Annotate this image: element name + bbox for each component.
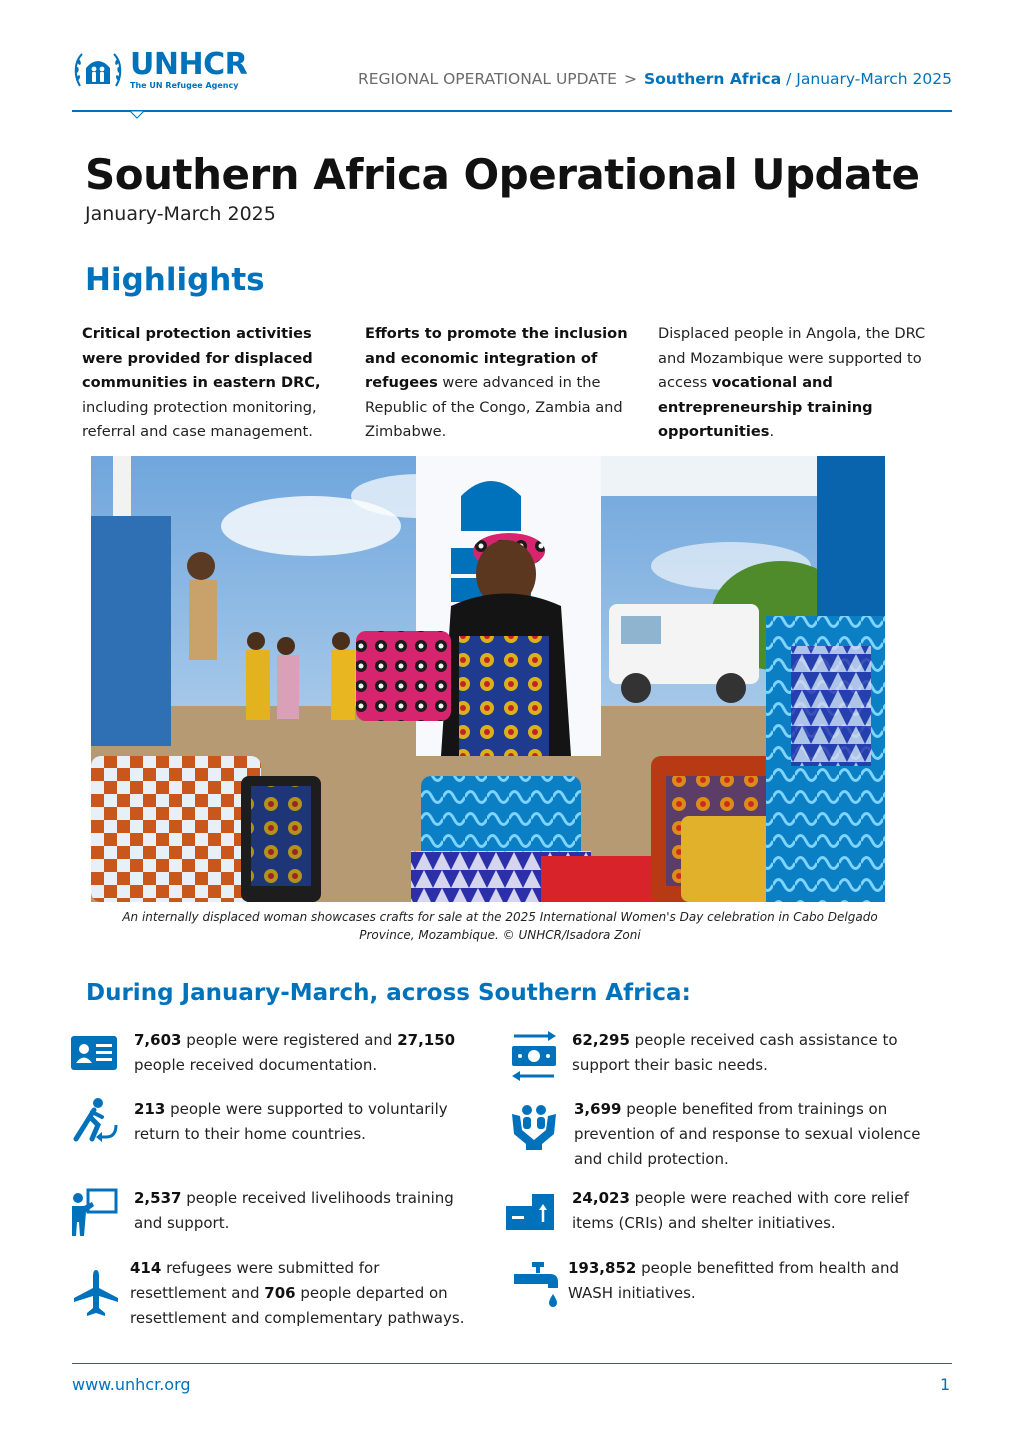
stat-registration-text: people were registered and xyxy=(181,1031,398,1049)
stat-cri xyxy=(572,1186,932,1236)
stat-livelihoods-text: people received livelihoods training and support. xyxy=(134,1189,454,1232)
stat-cash xyxy=(572,1028,932,1078)
stat-registration xyxy=(134,1028,479,1078)
page-title: Southern Africa Operational Update xyxy=(85,150,920,199)
highlight-training-pre: Displaced people in Angola, the DRC and Mozambique were supported to access xyxy=(658,325,926,391)
highlight-training xyxy=(658,322,943,445)
airplane-icon xyxy=(70,1268,122,1320)
id-card-icon xyxy=(68,1028,120,1080)
stat-documentation-text: people received documentation. xyxy=(134,1056,378,1074)
person-return-icon xyxy=(68,1095,120,1147)
stat-departed-number: 706 xyxy=(264,1284,296,1302)
header-divider xyxy=(72,110,952,112)
stat-wash xyxy=(568,1256,928,1306)
protection-hands-icon xyxy=(508,1100,560,1152)
stat-cash-number: 62,295 xyxy=(572,1031,630,1049)
highlight-training-bold: vocational and entrepreneurship training opportunities xyxy=(658,374,873,440)
stat-documentation-number: 27,150 xyxy=(397,1031,456,1049)
breadcrumb-period: / January-March 2025 xyxy=(781,70,952,88)
breadcrumb-prefix: REGIONAL OPERATIONAL UPDATE xyxy=(357,70,617,88)
highlight-inclusion xyxy=(365,322,647,445)
photo-illustration xyxy=(91,456,885,902)
stat-return-text: people were supported to voluntarily return to their home countries. xyxy=(134,1100,448,1143)
unhcr-emblem-icon xyxy=(72,48,124,92)
page-number: 1 xyxy=(940,1375,951,1394)
stat-resettlement-text: refugees were submitted for resettlement and xyxy=(130,1259,380,1302)
cash-transfer-icon xyxy=(508,1030,560,1082)
stat-wash-number: 193,852 xyxy=(568,1259,637,1277)
stat-registration-number: 7,603 xyxy=(134,1031,182,1049)
footer-website-link[interactable]: www.unhcr.org xyxy=(72,1375,191,1394)
water-tap-icon xyxy=(510,1258,562,1310)
page-header xyxy=(72,48,952,110)
featured-photo xyxy=(91,456,885,902)
highlight-protection-text: including protection monitoring, referral and case management. xyxy=(82,398,317,440)
highlight-inclusion-text: were advanced in the Republic of the Congo, Zambia and Zimbabwe. xyxy=(365,374,623,440)
stats-heading: During January-March, across Southern Africa: xyxy=(86,980,691,1006)
stat-return xyxy=(134,1097,474,1147)
stat-departed-text: people departed on resettlement and complementary pathways. xyxy=(130,1284,465,1327)
stat-cri-text: people were reached with core relief items (CRIs) and shelter initiatives. xyxy=(572,1189,909,1232)
breadcrumb-region: Southern Africa xyxy=(643,70,782,88)
stat-cri-number: 24,023 xyxy=(572,1189,630,1207)
unhcr-logo[interactable] xyxy=(72,48,252,92)
stat-gbv-number: 3,699 xyxy=(574,1100,622,1118)
footer-divider xyxy=(72,1363,952,1364)
stat-cash-text: people received cash assistance to support their basic needs. xyxy=(572,1031,898,1074)
highlight-protection xyxy=(82,322,347,445)
highlight-training-post: . xyxy=(769,423,775,440)
relief-items-icon xyxy=(504,1188,556,1240)
stat-wash-text: people benefitted from health and WASH initiatives. xyxy=(568,1259,900,1302)
presentation-icon xyxy=(68,1188,120,1240)
logo-name: UNHCR xyxy=(130,47,248,82)
stat-gbv-text: people benefited from trainings on prevention of and response to sexual violence and child protection. xyxy=(574,1100,921,1168)
highlight-protection-bold: Critical protection activities were provided for displaced communities in eastern DRC, xyxy=(82,325,321,391)
stat-gbv xyxy=(574,1097,934,1172)
header-divider-notch xyxy=(130,111,144,119)
stat-livelihoods xyxy=(134,1186,474,1236)
breadcrumb xyxy=(358,70,952,88)
highlights-heading: Highlights xyxy=(85,262,265,298)
stat-livelihoods-number: 2,537 xyxy=(134,1189,182,1207)
stat-resettlement-number: 414 xyxy=(130,1259,162,1277)
logo-tagline: The UN Refugee Agency xyxy=(130,81,239,90)
photo-caption: An internally displaced woman showcases crafts for sale at the 2025 International Women's Day celebration in Cabo Delgado Province, Mozambique. © UNHCR/Isadora Zoni xyxy=(122,910,878,942)
page-subtitle: January-March 2025 xyxy=(85,203,276,225)
breadcrumb-separator: > xyxy=(623,70,637,88)
stat-return-number: 213 xyxy=(134,1100,166,1118)
stat-resettlement xyxy=(130,1256,475,1331)
highlight-inclusion-bold: Efforts to promote the inclusion and economic integration of refugees xyxy=(365,325,628,391)
